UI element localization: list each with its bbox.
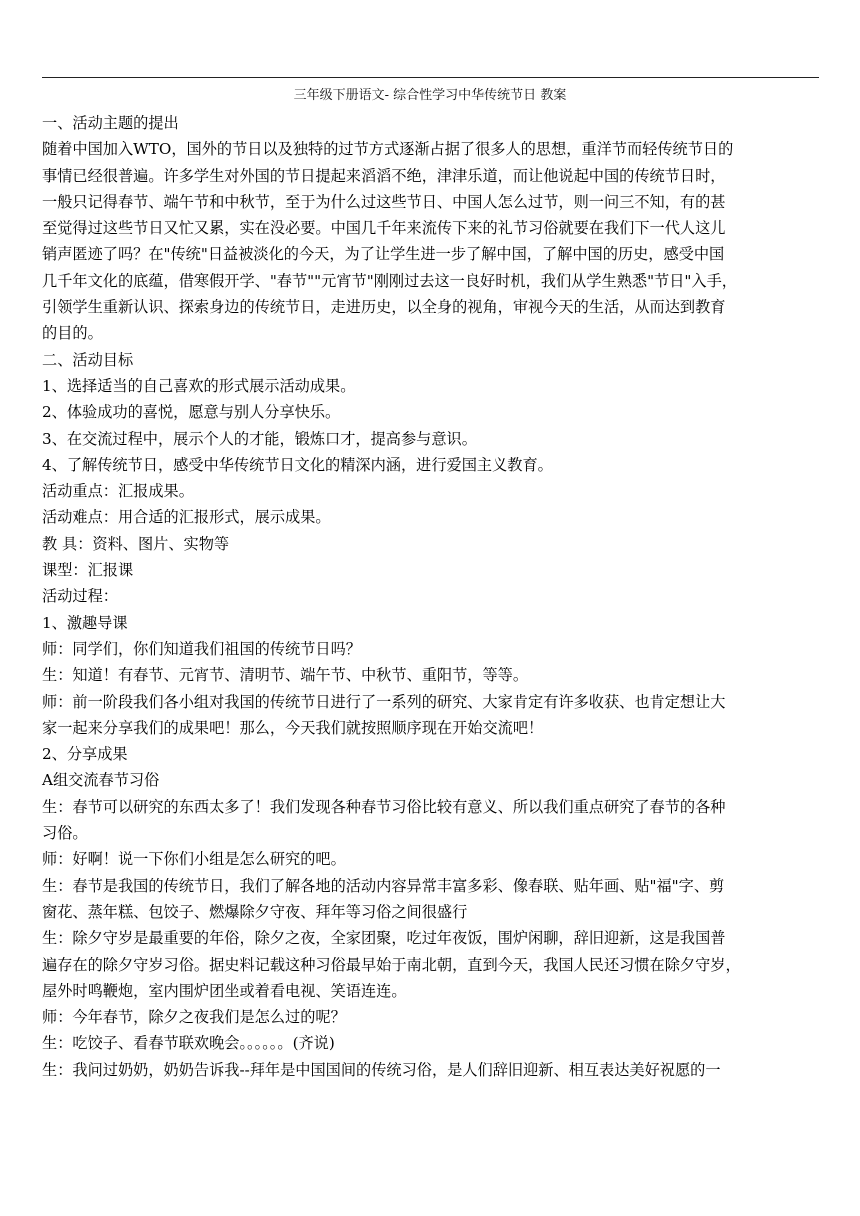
text-line: 4、了解传统节日，感受中华传统节日文化的精深内涵，进行爱国主义教育。 bbox=[42, 455, 553, 474]
text-line: 事情已经很普遍。许多学生对外国的节日提起来滔滔不绝，津津乐道，而让他说起中国的传统节日时， bbox=[42, 166, 726, 185]
text-line: 屋外时鸣鞭炮，室内围炉团坐或着看电视、笑语连连。 bbox=[42, 981, 407, 1000]
text-line: 的目的。 bbox=[42, 324, 103, 343]
text-line: 师：今年春节，除夕之夜我们是怎么过的呢？ bbox=[42, 1008, 346, 1027]
text-line: 遍存在的除夕守岁习俗。据史料记载这种习俗最早始于南北朝，直到今天，我国人民还习惯在除夕守岁， bbox=[42, 955, 741, 974]
document-body bbox=[42, 110, 820, 1083]
text-line: 至觉得过这些节日又忙又累，实在没必要。中国几千年来流传下来的礼节习俗就要在我们下一代人这儿 bbox=[42, 219, 726, 238]
text-line: 生：春节是我国的传统节日，我们了解各地的活动内容异常丰富多彩、像春联、贴年画、贴"福"字、剪 bbox=[42, 876, 725, 895]
header-rule bbox=[42, 77, 819, 78]
text-line: 2、体验成功的喜悦，愿意与别人分享快乐。 bbox=[42, 403, 341, 422]
text-line: 生：我问过奶奶，奶奶告诉我--拜年是中国国间的传统习俗，是人们辞旧迎新、相互表达美好祝愿的一 bbox=[42, 1060, 721, 1079]
text-line: 1、选择适当的自己喜欢的形式展示活动成果。 bbox=[42, 376, 356, 395]
text-line: 活动难点：用合适的汇报形式，展示成果。 bbox=[42, 508, 331, 527]
text-line: 一般只记得春节、端午节和中秋节，至于为什么过这些节日、中国人怎么过节，则一问三不知，有的甚 bbox=[42, 192, 726, 211]
text-line: 生：除夕守岁是最重要的年俗，除夕之夜，全家团聚，吃过年夜饭，围炉闲聊，辞旧迎新，这是我国普 bbox=[42, 929, 726, 948]
text-line: 家一起来分享我们的成果吧！那么，今天我们就按照顺序现在开始交流吧！ bbox=[42, 718, 544, 737]
text-line: 师：同学们，你们知道我们祖国的传统节日吗？ bbox=[42, 639, 361, 658]
text-line: 3、在交流过程中，展示个人的才能，锻炼口才，提高参与意识。 bbox=[42, 429, 477, 448]
page-header-title: 三年级下册语文- 综合性学习中华传统节日 教案 bbox=[293, 88, 567, 103]
text-line: 随着中国加入WTO，国外的节日以及独特的过节方式逐渐占据了很多人的思想，重洋节而轻传统节日的 bbox=[42, 140, 734, 159]
text-line: 2、分享成果 bbox=[42, 745, 128, 764]
text-line: 1、激趣导课 bbox=[42, 613, 128, 632]
text-line: 活动过程： bbox=[42, 587, 118, 606]
text-line: 习俗。 bbox=[42, 824, 88, 843]
text-line: 生：春节可以研究的东西太多了！我们发现各种春节习俗比较有意义、所以我们重点研究了春节的各种 bbox=[42, 797, 726, 816]
text-line: 生：吃饺子、看春节联欢晚会。。。。。。(齐说) bbox=[42, 1034, 335, 1053]
text-line: 窗花、蒸年糕、包饺子、燃爆除夕守夜、拜年等习俗之间很盛行 bbox=[42, 902, 468, 921]
text-line: 二、活动目标 bbox=[42, 350, 134, 369]
text-line: 一、活动主题的提出 bbox=[42, 114, 179, 132]
text-line: 引领学生重新认识、探索身边的传统节日，走进历史，以全身的视角，审视今天的生活，从而达到教育 bbox=[42, 298, 726, 317]
text-line: 几千年文化的底蕴，借寒假开学、"春节""元宵节"刚刚过去这一良好时机，我们从学生熟悉"节日"入手， bbox=[42, 271, 737, 290]
text-line: 师：好啊！说一下你们小组是怎么研究的吧。 bbox=[42, 850, 346, 869]
text-line: 师：前一阶段我们各小组对我国的传统节日进行了一系列的研究、大家肯定有许多收获、也肯定想让大 bbox=[42, 692, 726, 711]
text-line: A组交流春节习俗 bbox=[42, 771, 160, 790]
text-line: 教 具：资料、图片、实物等 bbox=[42, 534, 230, 553]
text-line: 课型：汇报课 bbox=[42, 561, 134, 580]
text-line: 活动重点：汇报成果。 bbox=[42, 482, 194, 501]
text-line: 生：知道！有春节、元宵节、清明节、端午节、中秋节、重阳节，等等。 bbox=[42, 666, 528, 685]
text-line: 销声匿迹了吗？在"传统"日益被淡化的今天，为了让学生进一步了解中国，了解中国的历史，感受中国 bbox=[42, 245, 725, 264]
